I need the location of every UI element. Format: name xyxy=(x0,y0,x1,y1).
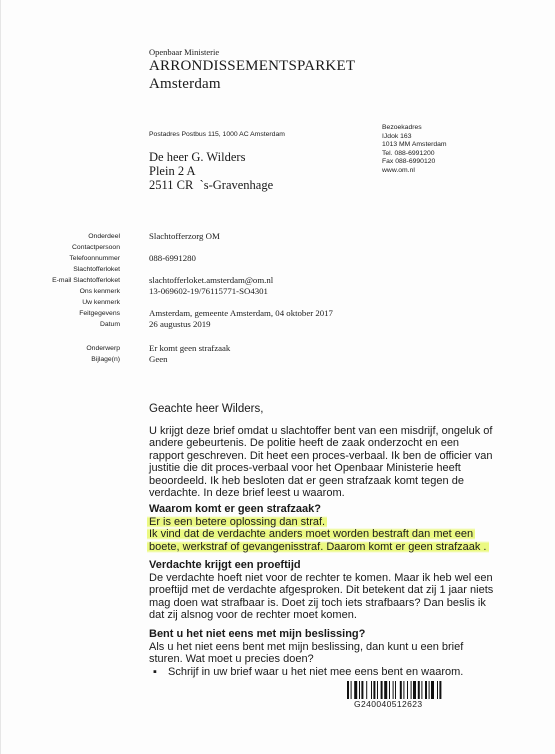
org-name-line1: ARRONDISSEMENTSPARKET xyxy=(149,58,356,74)
attachment-label: Bijlage(n) xyxy=(91,356,120,363)
intro-paragraph: U krijgt deze brief omdat u slachtoffer bent van een misdrijf, ongeluk of andere gebeurtenis. De politie heeft de zaak onderzocht en een rapport geschreven. Dit heet een proces-verbaal. Ik ben de officier van justitie die dit proces-verbaal voor het Openbaar Ministerie heeft beoordeeld. Ik heb besloten dat er geen strafzaak komt tegen de verdachte. In deze brief leest u waarom. xyxy=(149,425,493,500)
meta-label: Ons kenmerk xyxy=(79,288,120,295)
meta-labels xyxy=(0,231,120,330)
subject-labels xyxy=(0,343,120,365)
meta-label: Uw kenmerk xyxy=(82,299,120,306)
barcode-icon xyxy=(347,681,473,699)
visit-line: IJdok 163 xyxy=(382,132,412,140)
probation-paragraph: De verdachte hoeft niet voor de rechter te komen. Maar ik heb wel een proeftijd met de verdachte afgesproken. Dit betekent dat zij 1 jaar niets mag doen wat strafbaar is. Doet zij toch iets strafbaars? Dan beslis ik dat zij alsnog voor de rechter moet komen. xyxy=(149,572,494,622)
meta-label: Contactpersoon xyxy=(72,244,120,251)
org-name-line2: Amsterdam xyxy=(149,76,221,92)
meta-values xyxy=(149,231,409,330)
attachment-value: Geen xyxy=(149,354,168,364)
meta-label: E-mail Slachtofferloket xyxy=(52,277,120,284)
meta-value: 088-6991280 xyxy=(149,253,196,263)
meta-value: Amsterdam, gemeente Amsterdam, 04 oktober 2017 xyxy=(149,308,333,318)
section-heading-disagree: Bent u het niet eens met mijn beslissing? xyxy=(149,628,366,640)
org-small-name: Openbaar Ministerie xyxy=(149,47,220,57)
visit-line: 1013 MM Amsterdam xyxy=(382,141,447,149)
meta-label: Onderdeel xyxy=(88,233,120,240)
highlighted-line: boete, werkstraf of gevangenisstraf. Daarom komt er geen strafzaak . xyxy=(149,540,487,553)
addressee-line: De heer G. Wilders xyxy=(149,150,246,164)
subject-value: Er komt geen strafzaak xyxy=(149,343,231,353)
visit-line: Bezoekadres xyxy=(382,124,422,131)
postal-address: Postadres Postbus 115, 1000 AC Amsterdam xyxy=(149,131,285,138)
meta-value: 13-069602-19/76115771-SO4301 xyxy=(149,286,268,296)
bullet-text: Schrijf in uw brief waar u het niet mee eens bent en waarom. xyxy=(168,666,464,678)
subject-label: Onderwerp xyxy=(86,345,120,352)
addressee-line: 2511 CR `s-Gravenhage xyxy=(149,178,274,192)
disagree-paragraph: Als u het niet eens bent met mijn beslissing, dan kunt u een brief sturen. Wat moet u precies doen? xyxy=(149,641,464,666)
meta-label: Slachtofferloket xyxy=(73,266,120,273)
meta-label: Datum xyxy=(99,321,120,328)
meta-value: 26 augustus 2019 xyxy=(149,319,211,329)
meta-value xyxy=(149,242,409,253)
visit-line: www.om.nl xyxy=(382,166,415,174)
visit-line: Fax 088-6990120 xyxy=(382,158,436,166)
highlighted-line: Er is een betere oplossing dan straf. xyxy=(149,516,326,528)
meta-value: slachtofferloket.amsterdam@om.nl xyxy=(149,275,274,285)
meta-value xyxy=(149,297,409,308)
meta-label: Telefoonnummer xyxy=(69,255,120,262)
section-heading-probation: Verdachte krijgt een proeftijd xyxy=(149,559,301,571)
meta-label: Feitgegevens xyxy=(79,310,120,317)
highlighted-reason xyxy=(147,516,493,553)
visit-line: Tel. 088-6991200 xyxy=(382,149,435,157)
meta-value: Slachtofferzorg OM xyxy=(149,231,220,241)
subject-values xyxy=(149,343,230,365)
meta-value xyxy=(149,264,409,275)
addressee-line: Plein 2 A xyxy=(149,164,196,178)
section-heading-why: Waarom komt er geen strafzaak? xyxy=(149,503,321,515)
addressee-block xyxy=(149,150,273,192)
highlighted-line: Ik vind dat de verdachte anders moet worden bestraft dan met een xyxy=(149,528,474,541)
greeting: Geachte heer Wilders, xyxy=(149,403,264,415)
bullet-icon: ▪ xyxy=(153,666,157,678)
barcode-number: G240040512623 xyxy=(354,699,423,709)
visit-address-block xyxy=(382,124,447,176)
